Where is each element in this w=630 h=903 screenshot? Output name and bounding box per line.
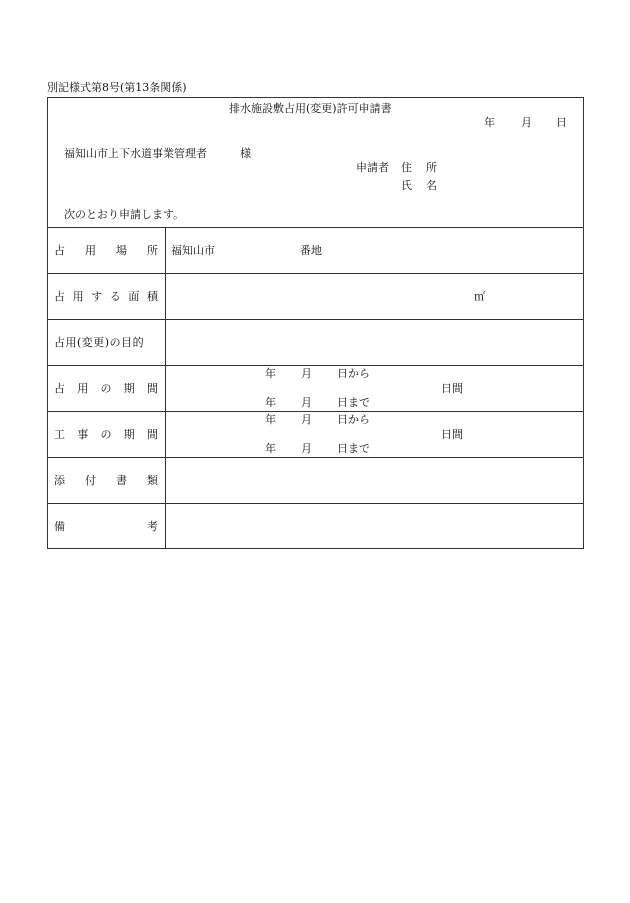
form-number: 別記様式第8号(第13条関係) (47, 81, 187, 94)
row-label-location (54, 245, 158, 257)
label-char: 用 (85, 244, 96, 257)
date-day: 日 (556, 116, 567, 129)
label-char: 占 (54, 244, 65, 257)
date-month: 月 (521, 116, 532, 129)
table-right-border (583, 97, 584, 549)
label-char: る (109, 290, 121, 303)
form-title: 排水施設敷占用(変更)許可申請書 (229, 102, 392, 115)
label-char: 占 (54, 382, 65, 395)
table-bottom-border (47, 548, 584, 549)
column-divider (165, 227, 166, 549)
name-char: 氏 (401, 179, 412, 192)
address-char: 住 (401, 161, 412, 174)
row-separator (47, 503, 584, 504)
from-day: 日から (337, 367, 370, 380)
from-year: 年 (265, 413, 276, 426)
to-day: 日まで (337, 396, 370, 409)
label-char: 類 (147, 474, 158, 487)
date-year: 年 (484, 116, 495, 129)
label-char: 間 (147, 428, 158, 441)
label-char: 考 (147, 520, 158, 533)
label-char: 用 (77, 382, 89, 395)
row-separator (47, 411, 584, 412)
applicant-label: 申請者 (356, 161, 389, 174)
row-label-attachments (54, 475, 158, 487)
to-month: 月 (301, 396, 312, 409)
name-char: 名 (426, 179, 437, 192)
label-char: 積 (146, 290, 158, 303)
label-char: 備 (54, 520, 65, 533)
row-label-purpose: 占用(変更)の目的 (54, 336, 145, 349)
location-banchi: 番地 (300, 244, 322, 257)
label-char: 用 (72, 290, 84, 303)
row-label-construction-period (54, 429, 158, 441)
label-char: 書 (116, 474, 127, 487)
label-char: 面 (128, 290, 140, 303)
label-char: 工 (54, 428, 65, 441)
address-label (401, 162, 437, 174)
address-char: 所 (426, 161, 437, 174)
row-label-remarks (54, 521, 158, 533)
label-char: 期 (123, 382, 135, 395)
from-day: 日から (337, 413, 370, 426)
label-char: 占 (54, 290, 65, 303)
label-char: 所 (147, 244, 158, 257)
location-city: 福知山市 (171, 244, 215, 257)
addressee-sama: 様 (240, 147, 251, 160)
label-char: の (100, 382, 112, 395)
from-month: 月 (301, 413, 312, 426)
label-char: 期 (123, 428, 135, 441)
label-char: の (100, 428, 112, 441)
label-char: 間 (147, 382, 158, 395)
area-unit: ㎡ (474, 290, 485, 303)
days-count-label: 日間 (441, 428, 463, 441)
addressee: 福知山市上下水道事業管理者 (64, 147, 207, 160)
row-separator (47, 273, 584, 274)
table-top-border (47, 97, 584, 98)
to-year: 年 (265, 442, 276, 455)
name-label (401, 180, 437, 192)
to-day: 日まで (337, 442, 370, 455)
row-label-area (54, 291, 158, 303)
row-separator (47, 365, 584, 366)
row-separator (47, 457, 584, 458)
row-label-occupancy-period (54, 383, 158, 395)
label-char: 場 (116, 244, 127, 257)
label-char: 事 (77, 428, 89, 441)
label-char: す (91, 290, 103, 303)
row-separator (47, 227, 584, 228)
from-year: 年 (265, 367, 276, 380)
label-char: 添 (54, 474, 65, 487)
row-separator (47, 319, 584, 320)
days-count-label: 日間 (441, 382, 463, 395)
to-month: 月 (301, 442, 312, 455)
table-left-border (47, 97, 48, 549)
intro-text: 次のとおり申請します。 (64, 208, 185, 221)
from-month: 月 (301, 367, 312, 380)
label-char: 付 (85, 474, 96, 487)
to-year: 年 (265, 396, 276, 409)
